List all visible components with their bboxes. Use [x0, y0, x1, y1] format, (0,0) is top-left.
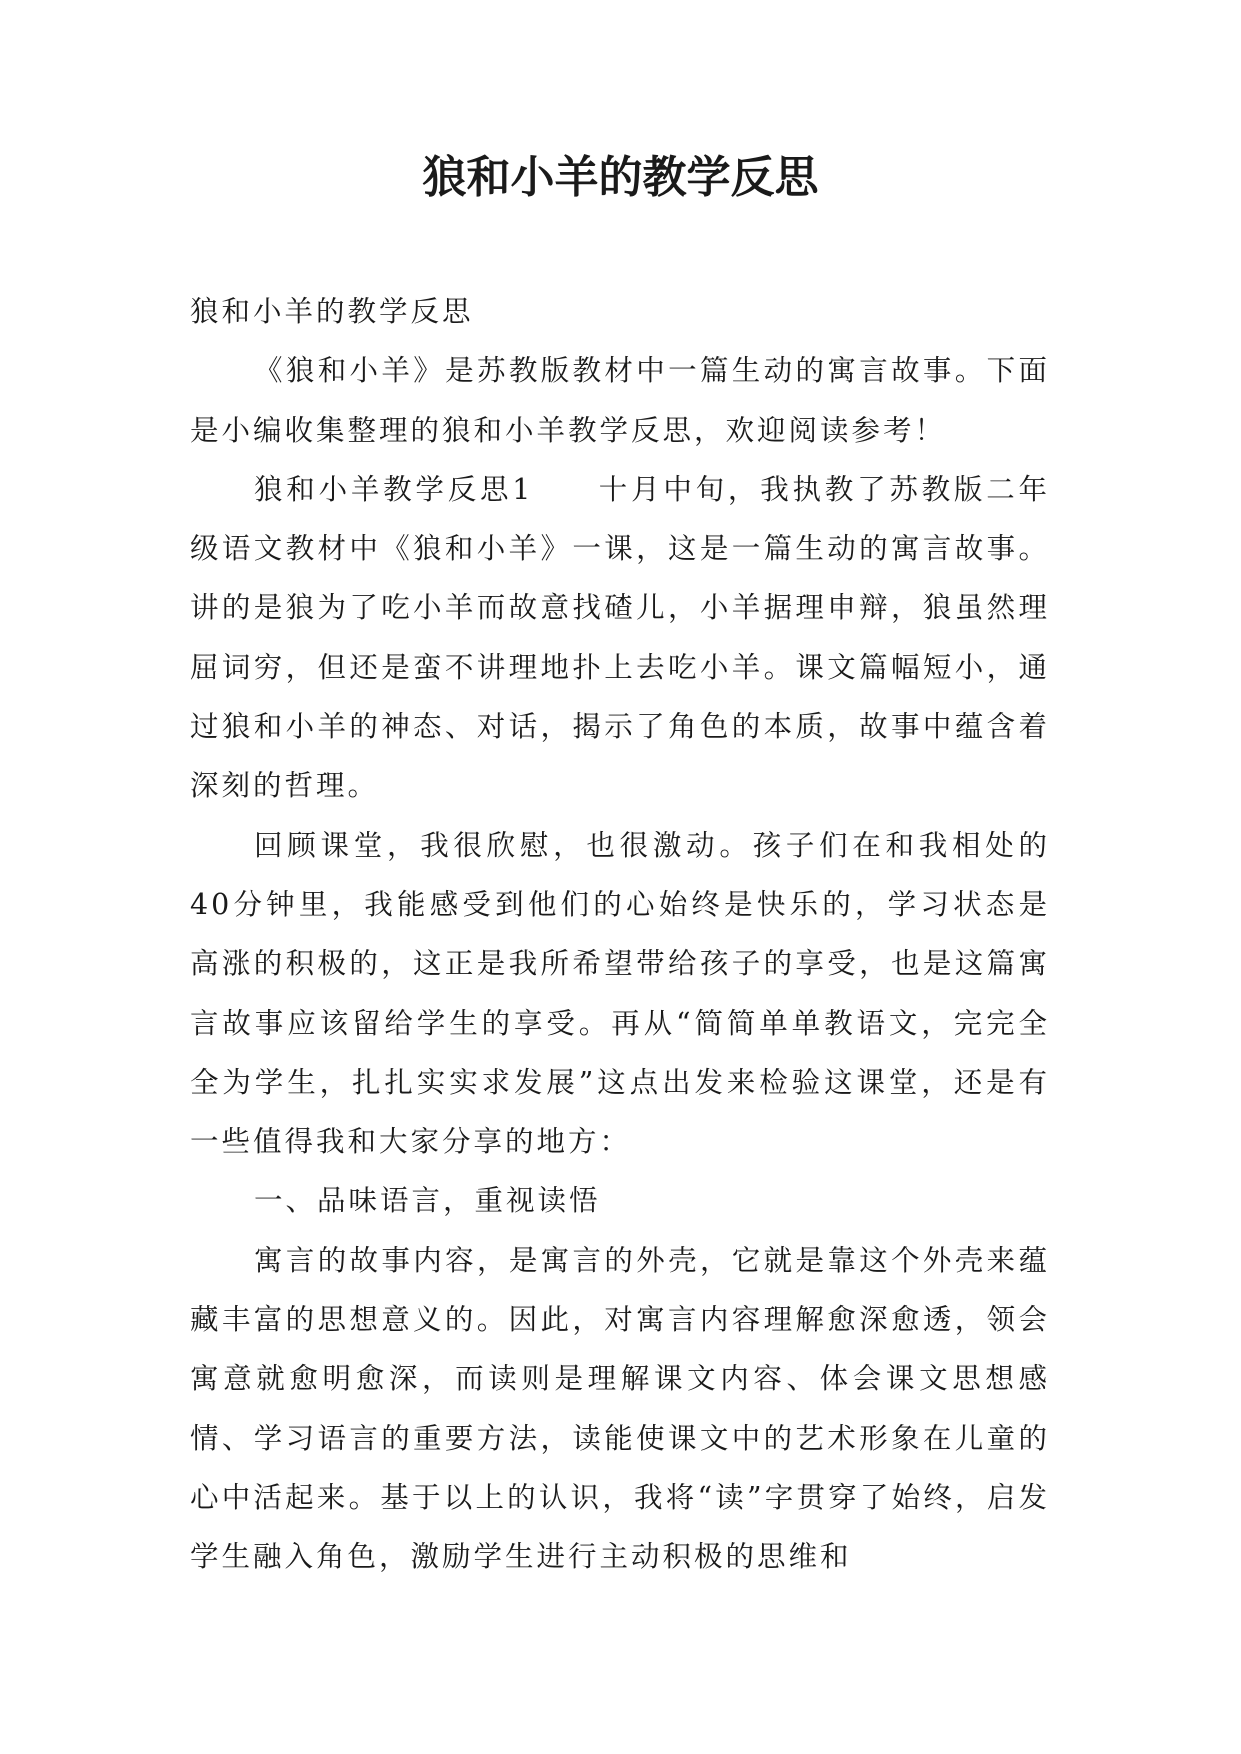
paragraph-review: 回顾课堂，我很欣慰，也很激动。孩子们在和我相处的40分钟里，我能感受到他们的心始终是快乐的，学习状态是高涨的积极的，这正是我所希望带给孩子的享受，也是这篇寓言故事应该留给学生的享受。再从“简简单单教语文，完完全全为学生，扎扎实实求发展”这点出发来检验这课堂，还是有一些值得我和大家分享的地方：: [190, 828, 1050, 1159]
paragraph-heading: 狼和小羊的教学反思: [190, 295, 474, 328]
document-body: [190, 282, 1050, 1587]
paragraph-reflection-1: 狼和小羊教学反思1 十月中旬，我执教了苏教版二年级语文教材中《狼和小羊》一课，这是一篇生动的寓言故事。讲的是狼为了吃小羊而故意找碴儿，小羊据理申辩，狼虽然理屈词穷，但还是蛮不讲理地扑上去吃小羊。课文篇幅短小，通过狼和小羊的神态、对话，揭示了角色的本质，故事中蕴含着深刻的哲理。: [190, 472, 1050, 803]
page-title: 狼和小羊的教学反思: [422, 152, 819, 203]
paragraph-section-1: 寓言的故事内容，是寓言的外壳，它就是靠这个外壳来蕴藏丰富的思想意义的。因此，对寓言内容理解愈深愈透，领会寓意就愈明愈深，而读则是理解课文内容、体会课文思想感情、学习语言的重要方法，读能使课文中的艺术形象在儿童的心中活起来。基于以上的认识，我将“读”字贯穿了始终，启发学生融入角色，激励学生进行主动积极的思维和: [190, 1243, 1050, 1574]
section-heading-1: 一、品味语言，重视读悟: [254, 1184, 601, 1218]
paragraph-intro: 《狼和小羊》是苏教版教材中一篇生动的寓言故事。下面是小编收集整理的狼和小羊教学反思，欢迎阅读参考！: [190, 354, 1050, 447]
